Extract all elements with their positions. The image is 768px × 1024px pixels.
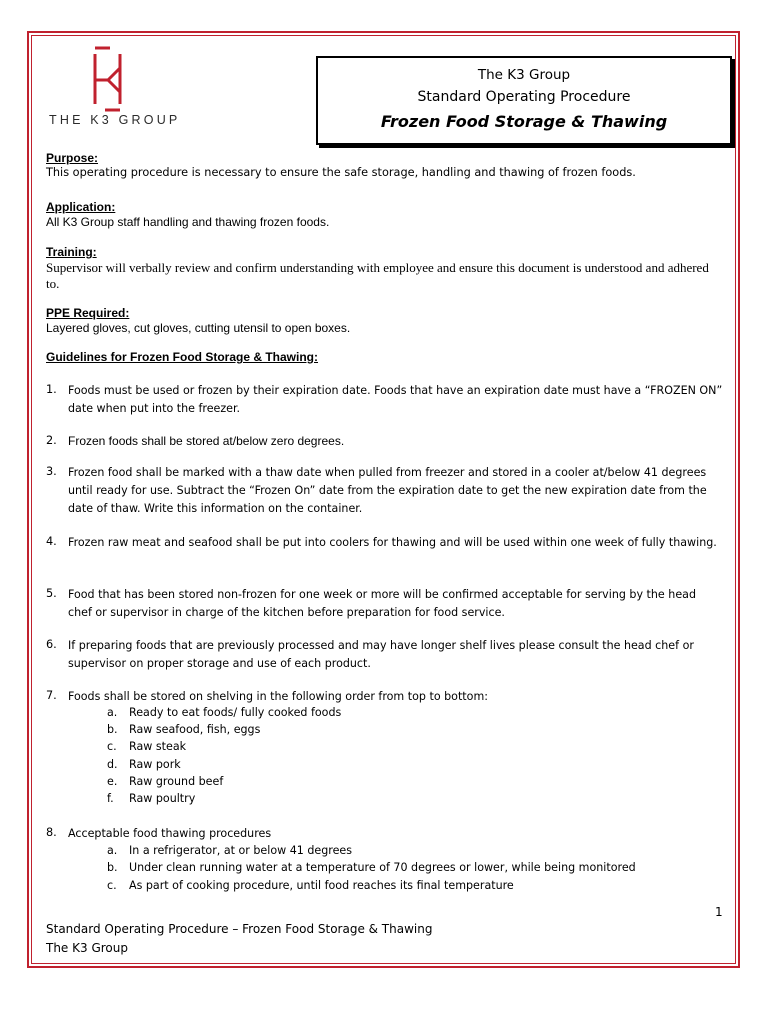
item-number: 5. — [46, 587, 57, 600]
doc-type: Standard Operating Procedure — [417, 89, 631, 105]
thawing-procedure-item — [107, 859, 636, 876]
thawing-procedure-item — [107, 842, 352, 859]
sub-text: As part of cooking procedure, until food reaches its final temperature — [129, 879, 514, 892]
footer-doc-title: Standard Operating Procedure – Frozen Food Storage & Thawing — [46, 922, 433, 936]
item-number: 6. — [46, 638, 57, 651]
sub-text: Raw steak — [129, 740, 187, 753]
sub-letter: f. — [107, 792, 114, 805]
sub-text: Raw ground beef — [129, 775, 224, 788]
sub-text: Ready to eat foods/ fully cooked foods — [129, 706, 342, 719]
guideline-item: If preparing foods that are previously processed and may have longer shelf lives please consult the head chef or supervisor on proper storage and use of each product. — [68, 639, 694, 670]
training-text: Supervisor will verbally review and confirm understanding with employee and ensure this document is understood and adhered to. — [46, 260, 709, 291]
purpose-heading: Purpose: — [46, 151, 99, 165]
shelving-order-item — [107, 790, 195, 807]
sub-letter: a. — [107, 706, 118, 719]
item-number: 8. — [46, 826, 57, 839]
sub-letter: d. — [107, 758, 118, 771]
guideline-item: Foods must be used or frozen by their expiration date. Foods that have an expiration date must have a “FROZEN ON” date when put into the freezer. — [68, 384, 723, 415]
ppe-heading: PPE Required: — [46, 306, 130, 320]
item-number: 7. — [46, 689, 57, 702]
guideline-item: Frozen raw meat and seafood shall be put into coolers for thawing and will be used within one week of fully thawing. — [68, 536, 717, 549]
footer-org: The K3 Group — [46, 941, 128, 955]
shelving-order-item — [107, 704, 341, 721]
shelving-order-item — [107, 756, 181, 773]
guideline-item: Foods shall be stored on shelving in the following order from top to bottom: — [68, 690, 488, 703]
sub-letter: b. — [107, 723, 118, 736]
logo-wordmark: THE K3 GROUP — [49, 113, 181, 127]
org-name: The K3 Group — [477, 67, 571, 83]
ppe-text: Layered gloves, cut gloves, cutting utensil to open boxes. — [46, 321, 351, 335]
guideline-item: Food that has been stored non-frozen for one week or more will be confirmed acceptable for serving by the head chef or supervisor in charge of the kitchen before preparation for food service. — [68, 588, 696, 619]
doc-title: Frozen Food Storage & Thawing — [380, 112, 668, 131]
sub-text: Raw poultry — [129, 792, 196, 805]
sub-text: Raw seafood, fish, eggs — [129, 723, 261, 736]
title-box — [316, 56, 732, 145]
guideline-item: Acceptable food thawing procedures — [68, 827, 272, 840]
item-number: 4. — [46, 535, 57, 548]
sub-text: Raw pork — [129, 758, 181, 771]
shelving-order-item — [107, 721, 260, 738]
training-heading: Training: — [46, 245, 97, 259]
shelving-order-item — [107, 773, 223, 790]
sub-letter: c. — [107, 740, 117, 753]
purpose-text: This operating procedure is necessary to ensure the safe storage, handling and thawing of frozen foods. — [46, 166, 636, 179]
item-number: 1. — [46, 383, 57, 396]
item-number: 2. — [46, 434, 57, 447]
page-number: 1 — [715, 905, 723, 919]
guidelines-heading: Guidelines for Frozen Food Storage & Thawing: — [46, 350, 319, 364]
application-text: All K3 Group staff handling and thawing frozen foods. — [46, 215, 330, 229]
item-number: 3. — [46, 465, 57, 478]
sub-letter: a. — [107, 844, 118, 857]
sub-letter: b. — [107, 861, 118, 874]
shelving-order-item — [107, 738, 186, 755]
sub-letter: e. — [107, 775, 118, 788]
sub-letter: c. — [107, 879, 117, 892]
guideline-item: Frozen food shall be marked with a thaw date when pulled from freezer and stored in a cooler at/below 41 degrees until ready for use. Subtract the “Frozen On” date from the expiration date to get the new expiration date from the date of thaw. Write this information on the container. — [68, 466, 707, 515]
application-heading: Application: — [46, 200, 116, 214]
sub-text: Under clean running water at a temperature of 70 degrees or lower, while being monitored — [129, 861, 636, 874]
sub-text: In a refrigerator, at or below 41 degrees — [129, 844, 353, 857]
thawing-procedure-item — [107, 877, 514, 894]
guideline-item: Frozen foods shall be stored at/below zero degrees. — [68, 434, 345, 448]
